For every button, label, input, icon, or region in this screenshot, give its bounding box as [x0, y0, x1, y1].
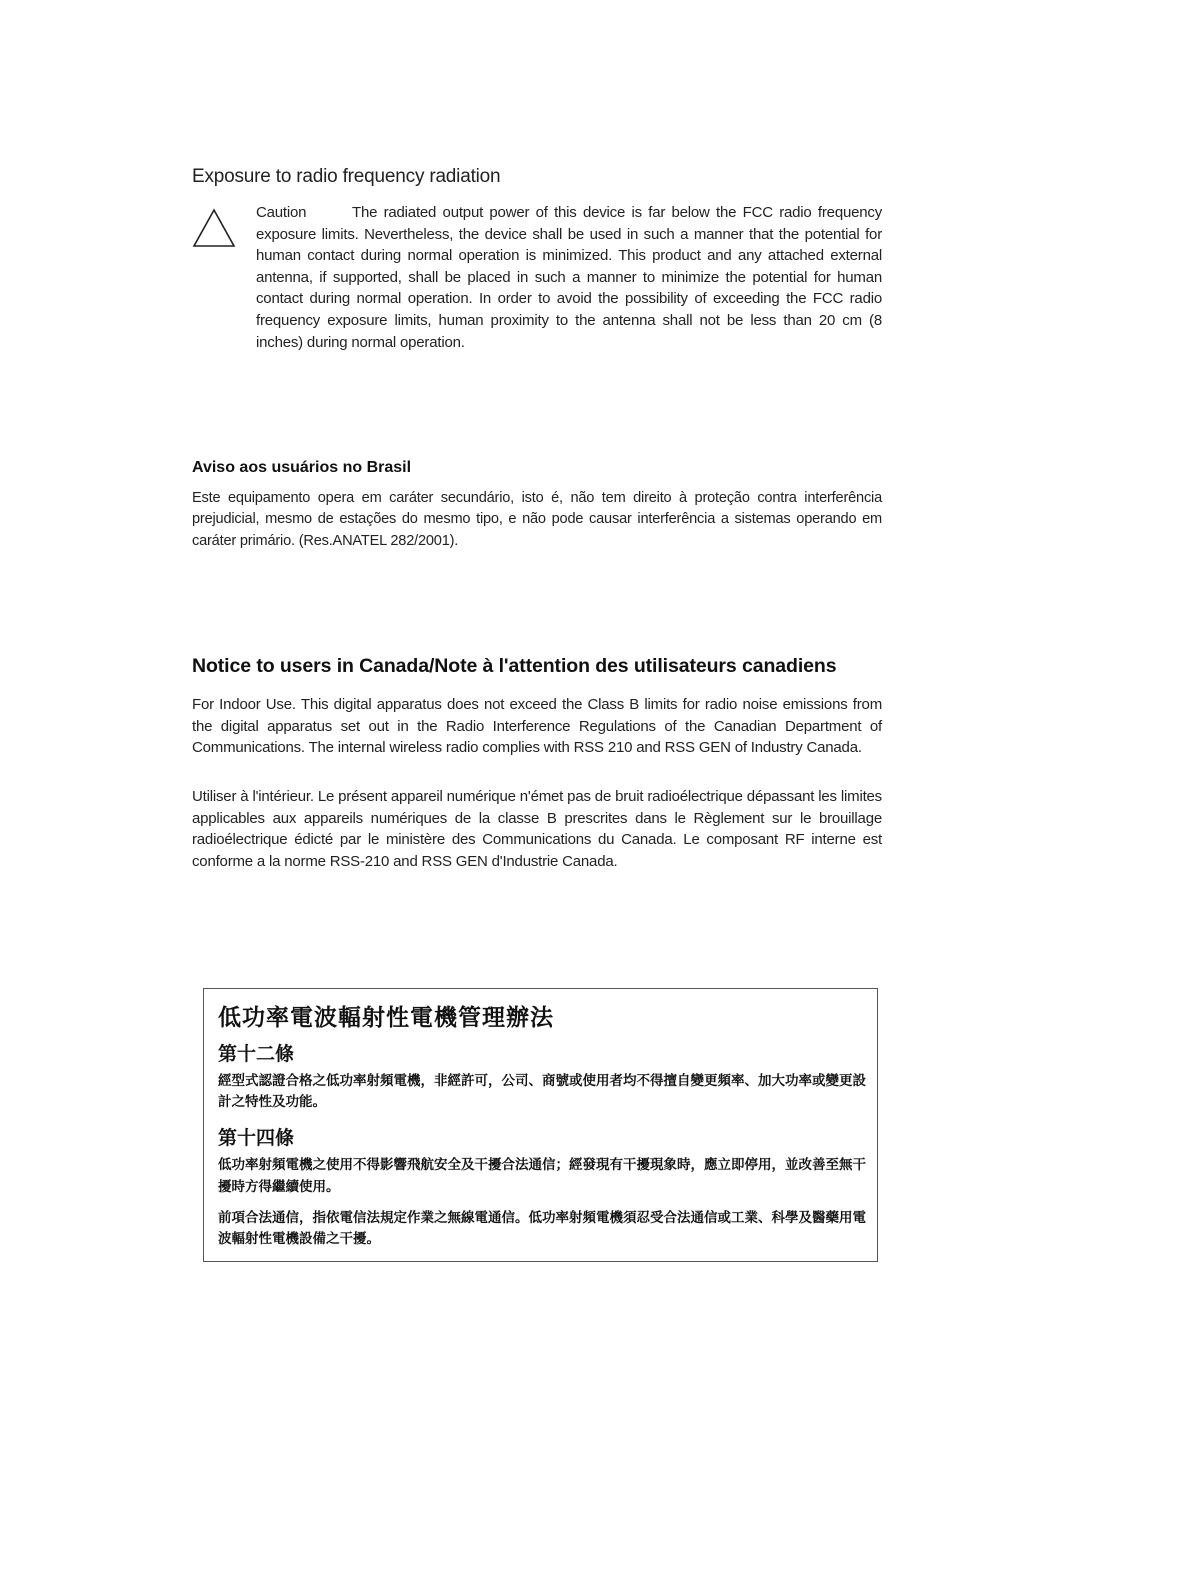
article-14-paragraph-1: 低功率射頻電機之使用不得影響飛航安全及干擾合法通信；經發現有干擾現象時，應立即停用，並改善至無干擾時方得繼續使用。 [218, 1157, 866, 1194]
article-12-heading: 第十二條 [218, 1044, 295, 1065]
exposure-heading: Exposure to radio frequency radiation [192, 166, 501, 187]
brazil-heading: Aviso aos usuários no Brasil [192, 459, 412, 476]
article-12-paragraph: 經型式認證合格之低功率射頻電機，非經許可，公司、商號或使用者均不得擅自變更頻率、加大功率或變更設計之特性及功能。 [218, 1073, 866, 1109]
taiwan-title: 低功率電波輻射性電機管理辦法 [218, 1004, 554, 1030]
canada-heading: Notice to users in Canada/Note à l'attention des utilisateurs canadiens [192, 655, 837, 677]
caution-text: The radiated output power of this device is far below the FCC radio frequency exposure limits. Nevertheless, the device shall be used in such a manner that the potential for human contact during normal operation is minimized. This product and any attached external antenna, if supported, shall be placed in such a manner to minimize the potential for human contact during normal operation. In order to avoid the possibility of exceeding the FCC radio frequency exposure limits, human proximity to the antenna shall not be less than 20 cm (8 inches) during normal operation. [256, 204, 882, 351]
caution-paragraph [256, 202, 882, 353]
article-14-paragraph-2: 前項合法通信，指依電信法規定作業之無線電通信。低功率射頻電機須忍受合法通信或工業、科學及醫藥用電波輻射性電機設備之干擾。 [218, 1210, 866, 1246]
canada-paragraph-french: Utiliser à l'intérieur. Le présent appareil numérique n'émet pas de bruit radioélectrique dépassant les limites applicables aux appareils numériques de la classe B prescrites dans le Règlement sur le brouillage radioélectrique édicté par le ministère des Communications du Canada. Le composant RF interne est conforme a la norme RSS-210 and RSS GEN d'Industrie Canada. [192, 788, 882, 870]
brazil-paragraph: Este equipamento opera em caráter secundário, isto é, não tem direito à proteção contra interferência prejudicial, mesmo de estações do mesmo tipo, e não pode causar interferência a sistemas operando em caráter primário. (Res.ANATEL 282/2001). [192, 490, 882, 549]
caution-label: Caution [256, 204, 307, 221]
caution-triangle-icon [192, 208, 236, 248]
taiwan-regulation-box [203, 988, 878, 1262]
canada-paragraph-english: For Indoor Use. This digital apparatus does not exceed the Class B limits for radio noise emissions from the digital apparatus set out in the Radio Interference Regulations of the Canadian Department of Communications. The internal wireless radio complies with RSS 210 and RSS GEN of Industry Canada. [192, 696, 882, 757]
article-14-heading: 第十四條 [218, 1128, 295, 1149]
